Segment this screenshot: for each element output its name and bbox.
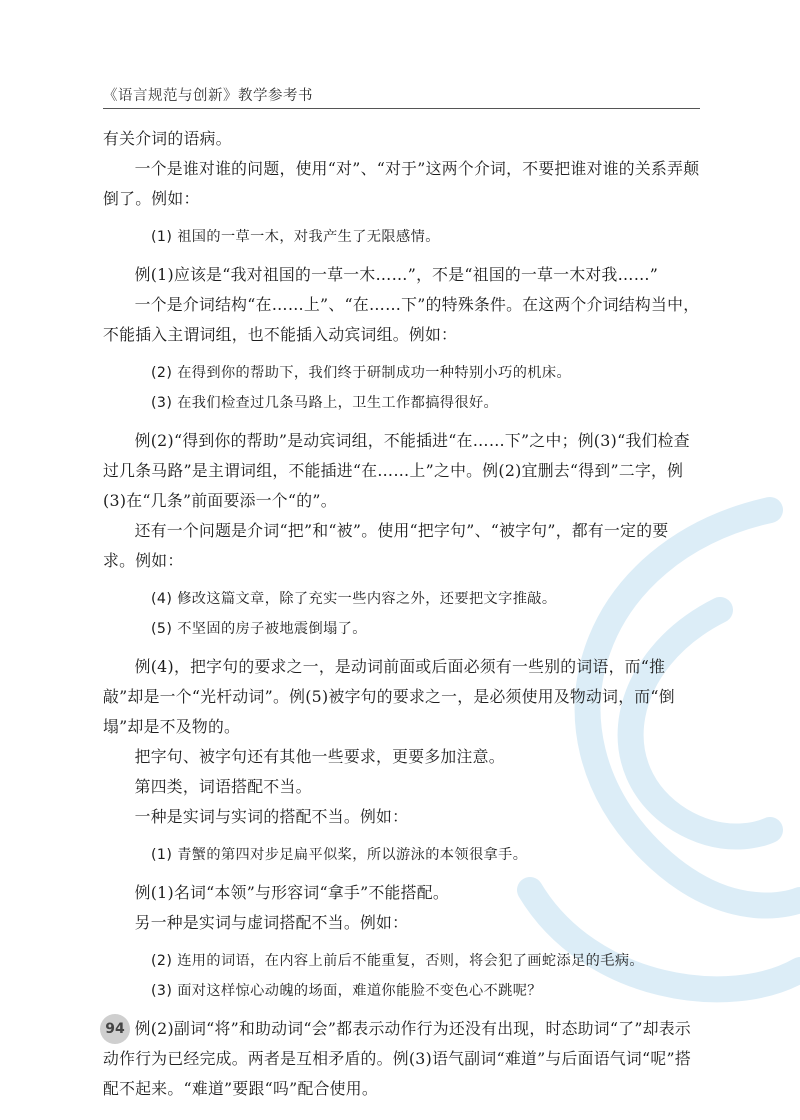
paragraph: 例(1)名词“本领”与形容词“拿手”不能搭配。 — [134, 883, 449, 902]
example-sentence: (3) 面对这样惊心动魄的场面，难道你能脸不变色心不跳呢？ — [151, 983, 542, 999]
paragraph: 把字句、被字句还有其他一些要求，更要多加注意。 — [134, 747, 505, 766]
header-divider — [103, 108, 700, 109]
example-sentence: (4) 修改这篇文章，除了充实一些内容之外，还要把文字推敲。 — [151, 591, 557, 607]
paragraph: 另一种是实词与虚词搭配不当。例如： — [134, 913, 409, 932]
paragraph: 一个是谁对谁的问题，使用“对”、“对于”这两个介词，不要把谁对谁的关系弄颠倒了。例如： — [103, 159, 700, 208]
paragraph: 一种是实词与实词的搭配不当。例如： — [134, 807, 409, 826]
paragraph: 还有一个问题是介词“把”和“被”。使用“把字句”、“被字句”，都有一定的要求。例如： — [103, 521, 669, 570]
paragraph: 例(4)，把字句的要求之一，是动词前面或后面必须有一些别的词语，而“推敲”却是一个“光杆动词”。例(5)被字句的要求之一，是必须使用及物动词，而“倒塌”却是不及物的。 — [103, 657, 675, 736]
page-number: 94 — [100, 1014, 130, 1044]
example-sentence: (5) 不坚固的房子被地震倒塌了。 — [151, 621, 367, 637]
page-body — [103, 124, 700, 1104]
paragraph: 例(2)副词“将”和助动词“会”都表示动作行为还没有出现，时态助词“了”却表示动作行为已经完成。两者是互相矛盾的。例(3)语气副词“难道”与后面语气词“呢”搭配不起来。“难道”要跟“吗”配合使用。 — [103, 1019, 692, 1098]
example-sentence: (1) 祖国的一草一木，对我产生了无限感情。 — [151, 229, 440, 245]
example-sentence: (2) 在得到你的帮助下，我们终于研制成功一种特别小巧的机床。 — [151, 365, 572, 381]
paragraph: 第四类，词语搭配不当。 — [134, 777, 312, 796]
running-header: 《语言规范与创新》教学参考书 — [103, 88, 313, 104]
example-sentence: (1) 青蟹的第四对步足扁平似桨，所以游泳的本领很拿手。 — [151, 847, 528, 863]
example-sentence: (2) 连用的词语，在内容上前后不能重复，否则，将会犯了画蛇添足的毛病。 — [151, 953, 645, 969]
paragraph: 有关介词的语病。 — [103, 129, 232, 148]
paragraph: 例(2)“得到你的帮助”是动宾词组，不能插进“在……下”之中；例(3)“我们检查过几条马路”是主谓词组，不能插进“在……上”之中。例(2)宜删去“得到”二字，例(3)在“几条”前面要添一个“的”。 — [103, 431, 690, 510]
paragraph: 例(1)应该是“我对祖国的一草一木……”，不是“祖国的一草一木对我……” — [134, 265, 659, 284]
example-sentence: (3) 在我们检查过几条马路上，卫生工作都搞得很好。 — [151, 395, 499, 411]
paragraph: 一个是介词结构“在……上”、“在……下”的特殊条件。在这两个介词结构当中，不能插入主谓词组，也不能插入动宾词组。例如： — [103, 295, 700, 344]
